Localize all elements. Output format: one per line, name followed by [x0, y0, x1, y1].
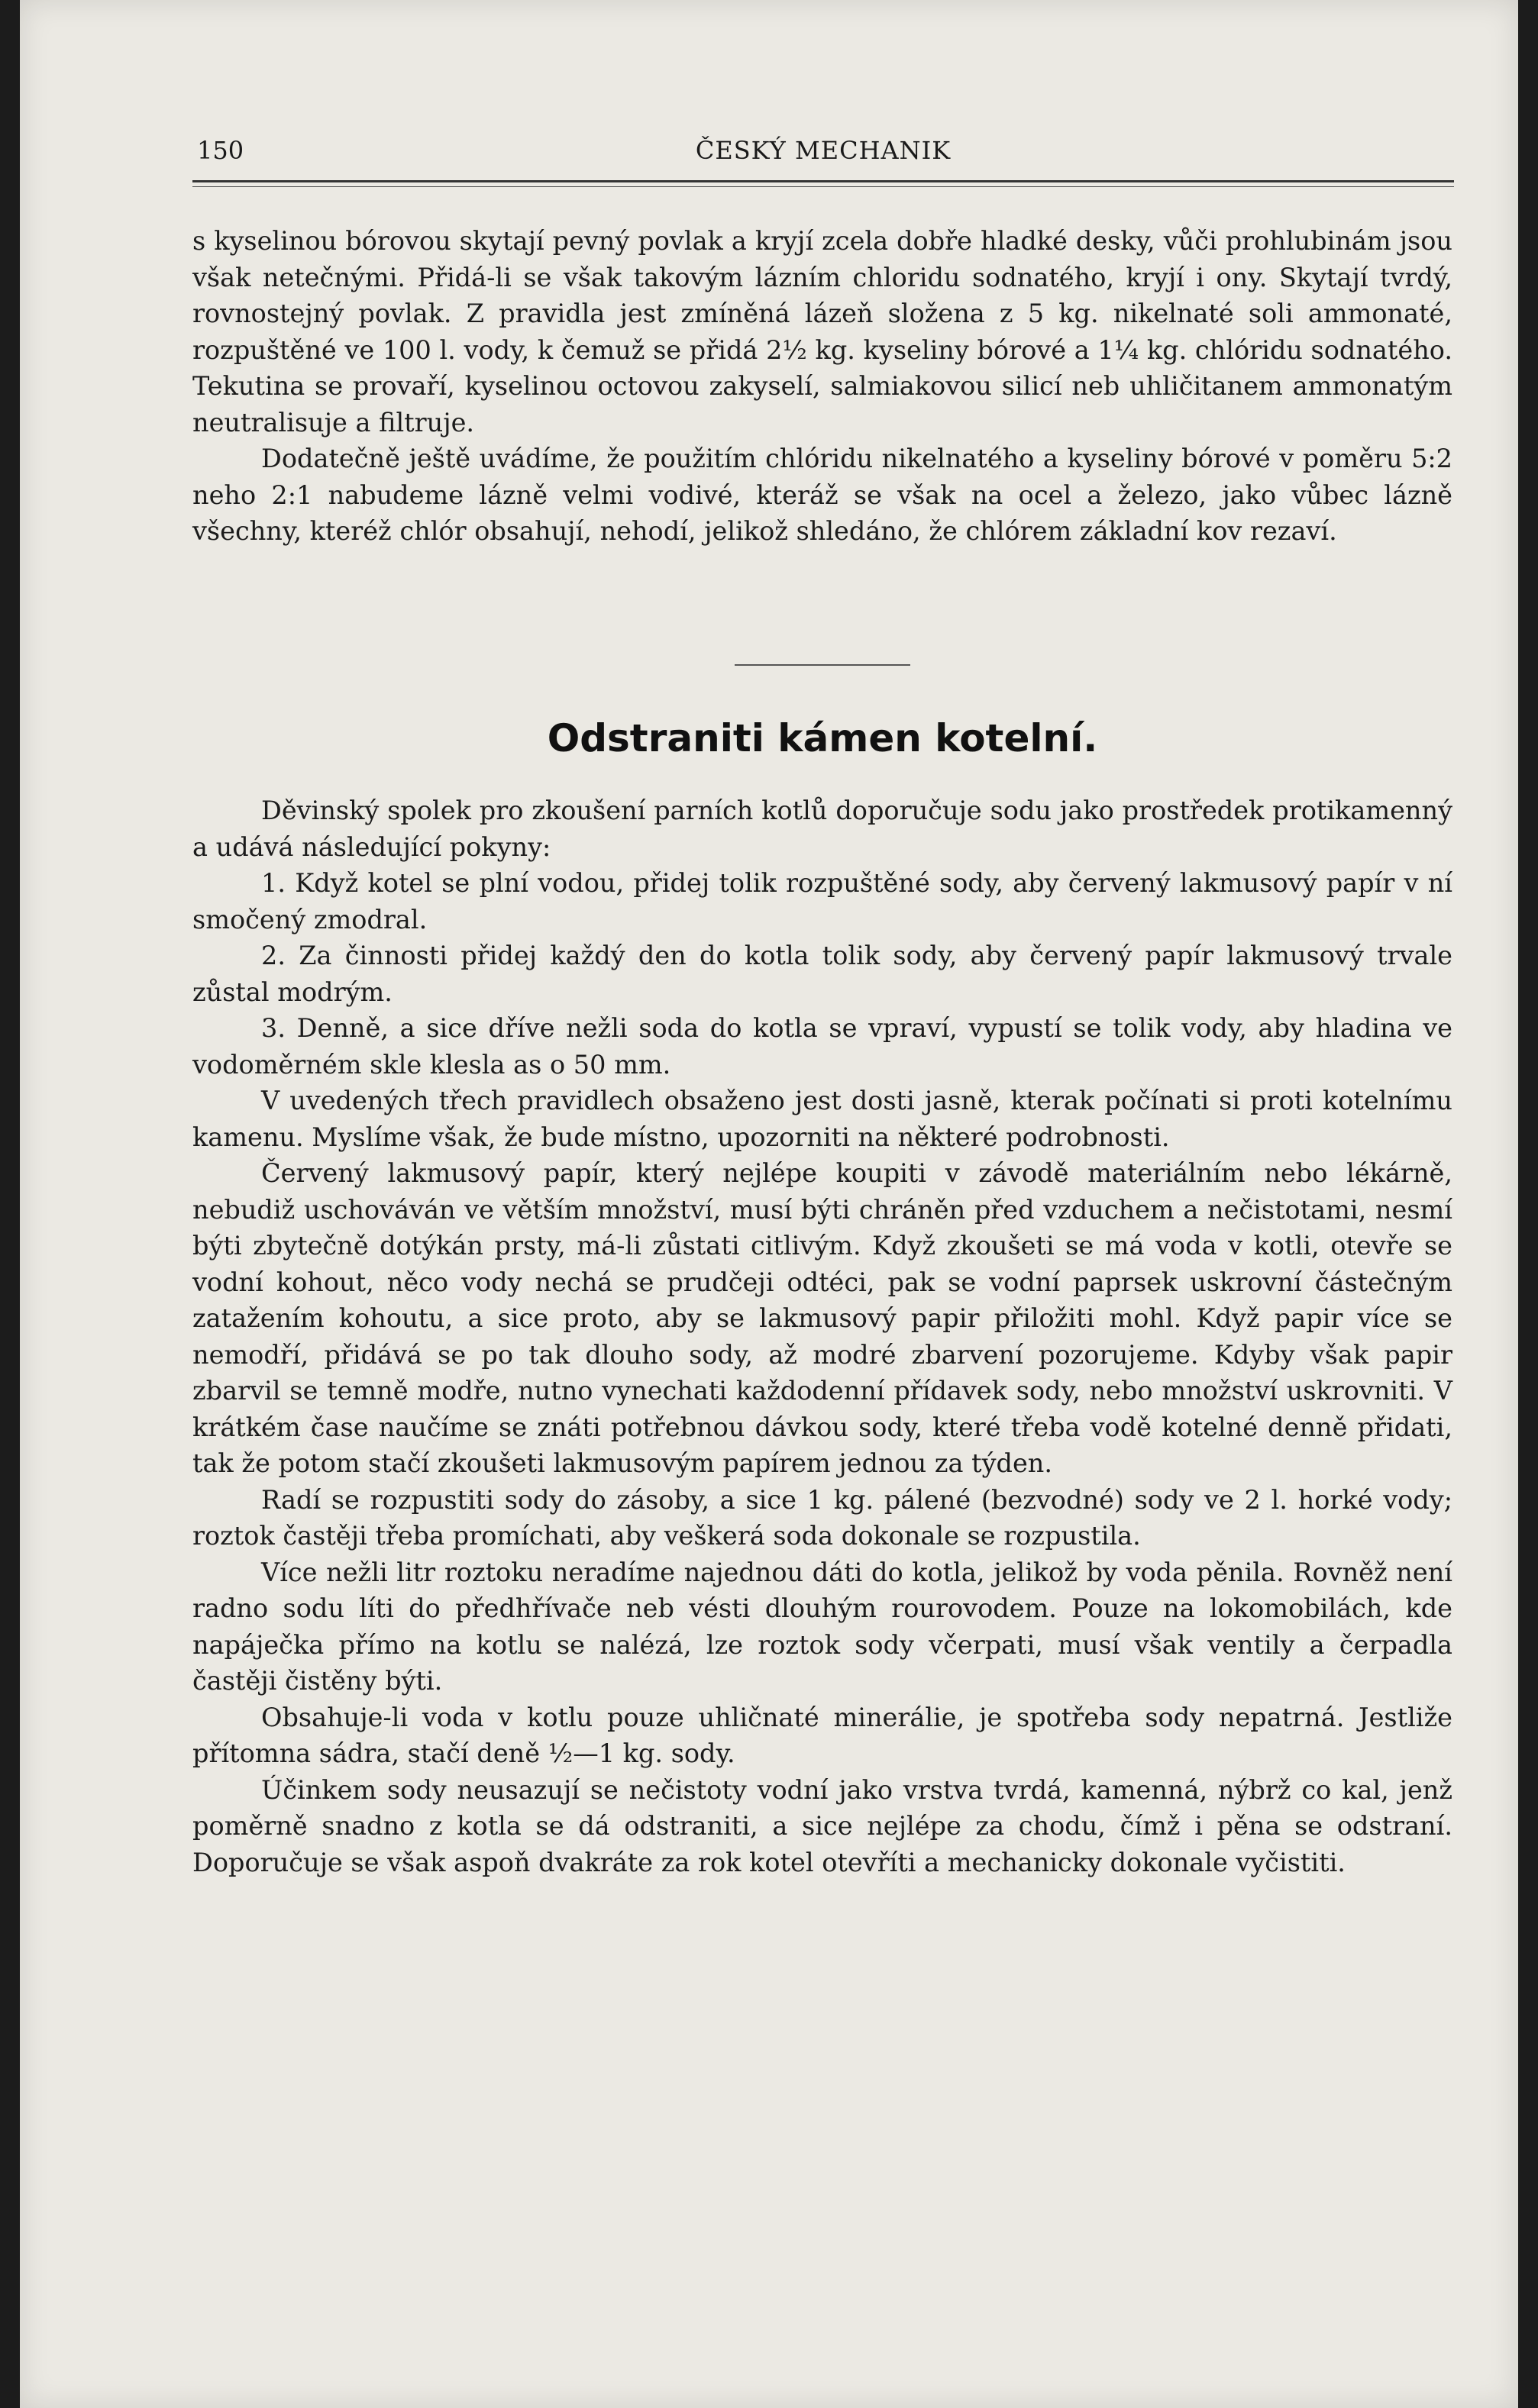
paragraph: Více nežli litr roztoku neradíme najednou dáti do kotla, jelikož by voda pěnila. Rovněž není radno sodu líti do předhřívače neb vésti dlouhým rourovodem. Pouze na lokomobilách, kde napáječka přímo na kotlu se nalézá, lze roztok sody včerpati, musí však ventily a čerpadla častěji čistěny býti.	[192, 1557, 1452, 1696]
list-item: 3. Denně, a sice dříve nežli soda do kotla se vpraví, vypustí se tolik vody, aby hladina ve vodoměrném skle klesla as o 50 mm.	[192, 1013, 1452, 1080]
running-title: ČESKÝ MECHANIK	[695, 136, 952, 165]
section-divider	[735, 664, 910, 666]
paragraph: Červený lakmusový papír, který nejlépe koupiti v závodě materiálním nebo lékárně, nebudiž uschováván ve větším množství, musí býti chráněn před vzduchem a nečistotami, nesmí býti zbytečně dotýkán prsty, má-li zůstati citlivým. Když zkoušeti se má voda v kotli, otevře se vodní kohout, něco vody nechá se prudčeji odtéci, pak se vodní paprsek uskrovní částečným zatažením kohoutu, a sice proto, aby se lakmusový papir přiložiti mohl. Když papir více se nemodří, přidává se po tak dlouho sody, až modré zbarvení pozorujeme. Kdyby však papir zbarvil se temně modře, nutno vynechati každodenní přídavek sody, nebo množství uskrovniti. V krátkém čase naučíme se znáti potřebnou dávkou sody, které třeba vodě kotelné denně přidati, tak že potom stačí zkoušeti lakmusovým papírem jednou za týden.	[192, 1158, 1452, 1478]
paragraph: Radí se rozpustiti sody do zásoby, a sice 1 kg. pálené (bezvodné) sody ve 2 l. horké vody; roztok častěji třeba promíchati, aby veškerá soda dokonale se rozpustila.	[192, 1484, 1452, 1551]
paragraph: Obsahuje-li voda v kotlu pouze uhličnaté minerálie, je spotřeba sody nepatrná. Jestliže přítomna sádra, stačí deně ½—1 kg. sody.	[192, 1702, 1452, 1768]
book-page	[20, 0, 1518, 2408]
page-number: 150	[197, 136, 244, 165]
paragraph: Účinkem sody neusazují se nečistoty vodní jako vrstva tvrdá, kamenná, nýbrž co kal, jenž poměrně snadno z kotla se dá odstraniti, a sice nejlépe za chodu, čímž i pěna se odstraní. Doporučuje se však aspoň dvakráte za rok kotel otevříti a mechanicky dokonale vyčistiti.	[192, 1774, 1452, 1877]
header-rule	[192, 180, 1454, 182]
header-rule-thin	[192, 186, 1454, 187]
list-item: 2. Za činnosti přidej každý den do kotla tolik sody, aby červený papír lakmusový trvale zůstal modrým.	[192, 941, 1452, 1007]
section-text-block	[192, 792, 1452, 1880]
page-header	[197, 136, 1449, 174]
paragraph: V uvedených třech pravidlech obsaženo jest dosti jasně, kterak počínati si proti kotelnímu kamenu. Myslíme však, že bude místno, upozorniti na některé podrobnosti.	[192, 1086, 1452, 1152]
intro-text-block	[192, 223, 1452, 550]
paragraph: s kyselinou bórovou skytají pevný povlak a kryjí zcela dobře hladké desky, vůči prohlubinám jsou však netečnými. Přidá-li se však takovým lázním chloridu sodnatého, kryjí i ony. Skytají tvrdý, rovnostejný povlak. Z pravidla jest zmíněná lázeň složena z 5 kg. nikelnaté soli ammonaté, rozpuštěné ve 100 l. vody, k čemuž se přidá 2½ kg. kyseliny bórové a 1¼ kg. chlóridu sodnatého. Tekutina se provaří, kyselinou octovou zakyselí, salmiakovou silicí neb uhličitanem ammonatým neutralisuje a filtruje.	[192, 226, 1452, 437]
paragraph: Děvinský spolek pro zkoušení parních kotlů doporučuje sodu jako prostředek protikamenný a udává následující pokyny:	[192, 796, 1452, 862]
list-item: 1. Když kotel se plní vodou, přidej tolik rozpuštěné sody, aby červený lakmusový papír v ní smočený zmodral.	[192, 868, 1452, 934]
section-heading: Odstraniti kámen kotelní.	[547, 716, 1098, 760]
paragraph: Dodatečně ještě uvádíme, že použitím chlóridu nikelnatého a kyseliny bórové v poměru 5:2 neho 2:1 nabudeme lázně velmi vodivé, kteráž se však na ocel a železo, jako vůbec lázně všechny, kteréž chlór obsahují, nehodí, jelikož shledáno, že chlórem základní kov rezaví.	[192, 444, 1452, 546]
